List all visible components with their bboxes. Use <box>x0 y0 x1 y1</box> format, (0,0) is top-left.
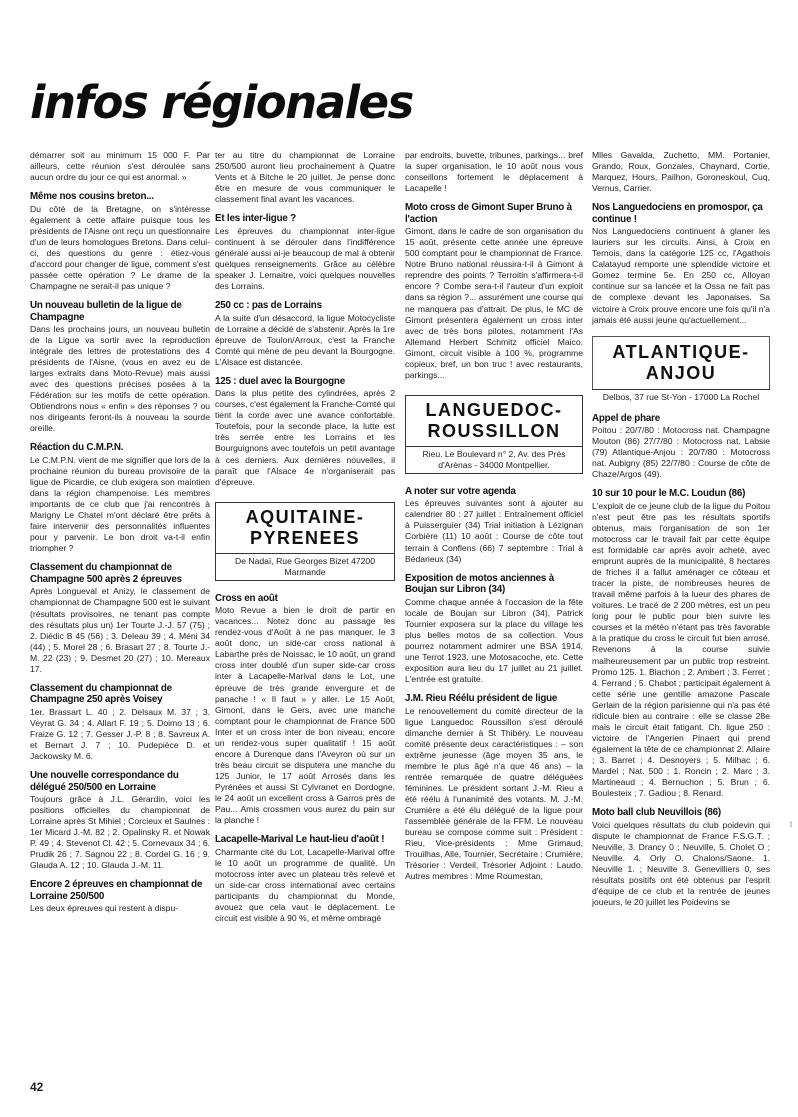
article-body: Gimont, dans le cadre de son organisation du 15 août, présente cette année une épreuve 500 comptant pour le championnat de France. Notre Bruno national réussira-t-il à Gimont à reprendre des points ? Terroitin s'affirmera-t-il encore ? Combe sera-t-il l'auteur d'un exploit dans sa région ?... assurément une course qui ne manquera pas d'attrait. De plus, le MC de Gimont présentera également un cross inter avec de très bons pilotes, notamment l'As Allemand Herbert Schmitz officiel Maico. Gimont, circuit visible à 100 %, programme copieux, bref, un bon truc ! avec restaurants, parkings... <box>405 226 583 380</box>
article-body: Toujours grâce à J.L. Gérardin, voici les positions officielles du championnat de Lorraine après St Mihiel ; Corcieux et Saulnes : 1er Micard J.-M. 82 ; 2. Opalinsky R. et Nowak P. 49 ; 4. Stevenot Cl. 42 ; 5. Cornevaux 34 ; 6. Prudik 26 ; 7. Sagnou 22 ; 8. Cordel G. 16 ; 9. Glauda A. 12 ; 10. Glauda J.-M. 11. <box>30 794 210 871</box>
article-heading: Exposition de motos anciennes à Boujan sur Libron (34) <box>405 572 554 596</box>
article-body: L'exploit de ce jeune club de la ligue du Poitou n'est peut être pas les résultats sportifs obtenus, mais l'organisation de son 1er motocross car le travail fait par cette équipe est formidable car après avoir acheté, avec emprunt auprès de la municipalité, 8 hectares de friches il a fallut aménager ce côteau et tracer la piste, de nombreuses heures de travail même parfois à la lueur des phares de voitures. Le tracé de 2 200 mètres, est un peu long pour le public pour bien suivre les courses et la météo n'étant pas très favorable à la pratique du cross le circuit fut bien arrosé. Revenons à la course suivie malheureusement par un public trop restreint. Promo 125. 1. Blachon ; 2. Ambert ; 3. Ferret ; 4. Ferrand ; 5. Chabot ; participait également à cette série une gentille amazone Pascale Gerlain de la région parisienne qui n'a pas été ridicule bien au contraire : elle se classe 28e mais le circuit était fatigant. Ch. ligue 250 : victoire de l'Angerien Pinaert qui prend également la tête de ce championnat 2. Allaire ; 3. Barret ; 4. Desnoyers ; 5. Milhac ; 6. Mardel ; Nat. 500 : 1. Roncin ; 2. Marc ; 3. Martineaud ; 4. Bernuchon ; 5. Brun ; 6. Boulesteix ; 7. Gadiou ; 8. Renard. <box>592 500 770 799</box>
article-body: Les deux épreuves qui restent à dispu- <box>30 903 179 914</box>
article-continuation: démarrer soit au minimum 15 000 F. Par ailleurs, cette réunion s'est déroulée sans aucun ordre du jour ce qui est anormal. » <box>30 150 210 183</box>
article-heading: A noter sur votre agenda <box>405 485 516 497</box>
margin-mark: t <box>790 820 793 829</box>
column-4 <box>592 150 770 908</box>
article-body: Poitou : 20/7/80 : Motocross nat. Champagne Mouton (86) 27/7/80 : Motocross nat. Labsie (79) Atlantique-Anjou : 20/7/80 : Motocross nat. Aubigny (85) 22/7/80 : Course de côte de Chaze/Argos (49). <box>592 425 770 480</box>
region-name: LANGUEDOC-ROUSSILLON <box>425 399 563 441</box>
region-box <box>592 336 770 405</box>
article-body: Voici quelques résultats du club poidevin qui dispute le championnat de France F.S.G.T. ; Neuville, 3. Drancy 0 ; Neuville, 5. Cholet O ; Neuville. 4. Orly O. Chalons/Saone. 1. Neuville 1. ; Neuville 3. Genevilliers 0, ses résultats positifs ont été obtenus par l'esprit d'équipe de ce club et la rentrée de jeunes joueurs, le 20 juillet les Poidevins se <box>592 819 770 907</box>
page-title: infos régionales <box>30 76 413 129</box>
column-1 <box>30 150 210 914</box>
article-heading: Classement du championnat de Champagne 500 après 2 épreuves <box>30 562 182 585</box>
region-address: Rieu. Le Boulevard n° 2, Av. des Prés d'Arènas - 34000 Montpellier. <box>406 446 582 473</box>
article-heading: Cross en août <box>215 592 278 604</box>
article-continuation: par endroits, buvette, tribunes, parkings... bref la super organisation, le 10 août nous vous conseillons fortement le déplacement à Lacapelle ! <box>405 150 583 194</box>
region-name: ATLANTIQUE-ANJOU <box>592 336 770 389</box>
article-body: Les épreuves du championnat inter-ligue continuent à se dérouler dans l'indifférence générale aussi ai-je beaucoup de mal à obtenir quelques renseignements. Grâce au célèbre speaker J. Lemaitre, voici quelques nouvelles des Lorrains. <box>215 225 395 291</box>
article-body: Les épreuves suivantes sont à ajouter au calendrier 80 : 27 juillet : Entraînement officiel à Puisserguier (34) Trial initiation à Lézignan Corbière (11) 10 août : Course de côte tout terrain à Conflens (66) 7 septembre : Trial à Bédarieux (34) <box>405 498 583 564</box>
article-heading: Lacapelle-Marival Le haut-lieu d'août ! <box>215 834 385 846</box>
article-body: Comme chaque année à l'occasion de la fête locale de Boujan sur Libron (34), Patrick Tournier exposera sur la place du village les plus belles motos de sa collection. Vous pourrez notamment admirer une BSA 1914, une Terrot 1923, une Motosacoche, etc. Cette exposition aura lieu du 17 juillet au 21 juillet. L'entrée est gratuite. <box>405 596 583 684</box>
region-box <box>215 502 395 581</box>
article-heading: Moto cross de Gimont Super Bruno à l'action <box>405 202 572 225</box>
article-heading: Un nouveau bulletin de la ligue de Champagne <box>30 300 182 323</box>
article-body: Le renouvellement du comité directeur de la ligue Languedoc Roussillon s'est déroulé dimanche dernier à St Thibéry. Le nouveau comité présente deux caractéristiques : – son extrême jeunesse (âge moyen 35 ans, le membre le plus âgé n'a que 46 ans) – la rentrée remarquée de quatre déléguées féminines. Le président sortant J.-M. Rieu a été réélu à l'unanimité des votants. M. J.-M. Crumière a été élu délégué de la ligue pour l'assemblée générale de la FFM. Le nouveau bureau se compose comme suit : Président : Rieu, Vice-présidents : Mme Grimaud, Trouilhas, Alle, Tournier, Secrétaire : Crumière, Trésorier : Verdeil, Trésorier Adjoint : Laudo. Autres membres : Mme Roumestan, <box>405 705 583 882</box>
region-box <box>405 395 583 474</box>
region-address: Delbos, 37 rue St-Yon - 17000 La Rochel <box>592 389 770 405</box>
column-2 <box>215 150 395 924</box>
article-heading: 250 cc : pas de Lorrains <box>215 300 322 312</box>
article-continuation: ter au titre du championnat de Lorraine 250/500 auront lieu prochainement à Quatre Vents et à Bitche le 20 juillet. Je pense donc être en mesure de vous communiquer le classement final avant les vacances. <box>215 150 395 205</box>
article-heading: Une nouvelle correspondance du délégué 250/500 en Lorraine <box>30 770 179 793</box>
article-heading: Nos Languedociens en promospor, ça continue ! <box>592 202 763 225</box>
region-address: De Nadaï, Rue Georges Bizet 47200 Marmande <box>216 553 394 580</box>
article-body: Après Longueval et Anizy, le classement de championnat de Champagne 500 est le suivant (résultats provisoires, ne tenant pas compte des résultats plus un) 1er Tourte J.-J. 57 (75) ; 2. Diédic B 45 (56) ; 3. Deleau 39 ; 4. Méni 34 (44) ; 5. Morel 28 ; 6. Brasart 27 ; 8. Tourte J.-M. 22 (23) ; 9. Desmet 20 (27) ; 10. Mereaux 17. <box>30 586 210 674</box>
column-3 <box>405 150 583 882</box>
article-heading: Et les inter-ligue ? <box>215 213 296 225</box>
article-body: 1er. Brassart L. 40 ; 2. Delsaux M. 37 ; 3. Veyrat G. 34 ; 4. Allart F. 19 ; 5. Doimo 13 ; 6. Fraize G. 12 ; 7. Gesser J.-P. 8 ; 8. Savreux A. et Bernart J. 7 ; 10. Pudepièce D. et Jackowsky M. 6. <box>30 706 210 761</box>
article-body: Moto Revue a bien le droit de partir en vacances... Notez donc au passage les rendez-vous d'Août à ne pas manquer, le 3 août donc, un side-car cross national à Labarthe près de Noissac, le 10 août, un grand cross inter doublé d'un super side-car cross inter à Lacapelle-Marival dans le Lot, une épreuve de très grande envergure et de panache ! « Il faut » y aller. Le 15 Août, Gimont, dans le Gers, avec une manche comptant pour le championnat de France 500 Inter et un cross inter de bon niveau, encore un rendez-vous super qualitatif ! 15 août encore à Durenque dans l'Aveyron où sur un très beau circuit se disputera une manche du 125 Junior, le 17 août Arrosés dans les Pyrénées et aussi St Cylvranet en Dordogne, le 24 août un excellent cross à Garros près de Pau... Amis crossmen vous aurez du pain sur la planche ! <box>215 605 395 826</box>
article-body: Charmante cité du Lot, Lacapelle-Marival offre le 10 août un programme de qualité. Un motocross inter avec un plateau très relevé et un side-car cross international avec certains participants du championnat du Monde, avouez que cela vaut le déplacement. Le circuit est visible à 90 %, et même ombragé <box>215 846 395 923</box>
article-heading: Classement du championnat de Champagne 250 après Voisey <box>30 682 172 706</box>
article-body: Du côté de la Bretagne, on s'intéresse également à cette affaire puisque tous les présidents de l'Aisne ont reçu un questionnaire d'un de leurs homologues Bretons. Dans celui-ci, des questions du genre : étiez-vous d'accord pour changer de ligue, comment s'est passée cette opération ? Le drame de la Champagne ne serait-il pas unique ? <box>30 203 210 291</box>
article-body: Dans les prochains jours, un nouveau bulletin de la Ligue va sortir avec la reproduction intégrale des lettres de protestations des 4 présidents de l'Aisne, (vous en avez eu de larges extraits dans Moto-Revue) mais aussi avec des questions précises posées à la Fédération sur les motifs de cette opération. Obtiendrons nous « enfin » des réponses ? ou nos dirigeants feront-ils à nouveau la sourde oreille. <box>30 324 210 434</box>
article-body: A la suite d'un désaccord, la ligue Motocycliste de Lorraine a décidé de s'abstenir. Après la 1re épreuve de Toulon/Arroux, c'est la Franche Comté qui mène de peu devant la Bourgogne. L'Alsace est distancée. <box>215 312 395 367</box>
article-body: Le C.M.P.N. vient de me signifier que lors de la prochaine réunion du bureau provisoire de la ligue de Picardie, ce club exigera son maintien dans la région champenoise. Les membres importants de ce club que j'ai rencontrés à Marigny Le Chatel m'ont déclaré être prêts à faire intervenir des personnalités influentes pour y parvenir. Le bon droit va-t-il enfin triompher ? <box>30 454 210 554</box>
article-heading: Encore 2 épreuves en championnat de Lorraine 250/500 <box>30 879 203 902</box>
article-continuation: Mlles Gavalda, Zuchetto, MM. Portanier, Grando, Roux, Gonzales, Chaynard, Cortie, Marquez, Hours, Pailhon, Goroneskoul, Cuq, Vernus, Carrier. <box>592 150 770 194</box>
article-body: Dans la plus petite des cylindrées, après 2 courses, c'est également la Franche-Comté qui tient la corde avec une avance confortable. Toutefois, pour la seconde place, la lutte est très serrée entre les Lorrains et les Bourguignons avec toutefois un petit avantage à ces derniers. Aux dernières nouvelles, il paraît que l'Alsace 4e n'organiserait pas d'épreuve. <box>215 388 395 487</box>
article-heading: Même nos cousins breton... <box>30 191 154 203</box>
region-name: AQUITAINE-PYRENEES <box>245 506 365 548</box>
article-heading: 10 sur 10 pour le M.C. Loudun (86) <box>592 488 746 500</box>
article-heading: J.M. Rieu Réélu président de ligue <box>405 693 558 704</box>
article-body: Nos Languedociens continuent à glaner les lauriers sur les circuits. Ainsi, à Croix en Ternois, dans la catégorie 125 cc, l'Agathois Calatayud remporte une splendide victoire et Gomez termine 5e. En 250 cc, Alloyan continue sur sa lancée et la Ossa ne fait pas de complexe devant les Japonaises. Sa victoire à Croix prouve encore une fois qu'il n'a jamais été aussi jeune qu'actuellement... <box>592 226 770 325</box>
page-number: 42 <box>30 1080 44 1094</box>
article-heading: Réaction du C.M.P.N. <box>30 442 124 454</box>
article-heading: 125 : duel avec la Bourgogne <box>215 375 345 387</box>
article-heading: Moto ball club Neuvillois (86) <box>592 807 721 819</box>
article-heading: Appel de phare <box>592 412 660 424</box>
